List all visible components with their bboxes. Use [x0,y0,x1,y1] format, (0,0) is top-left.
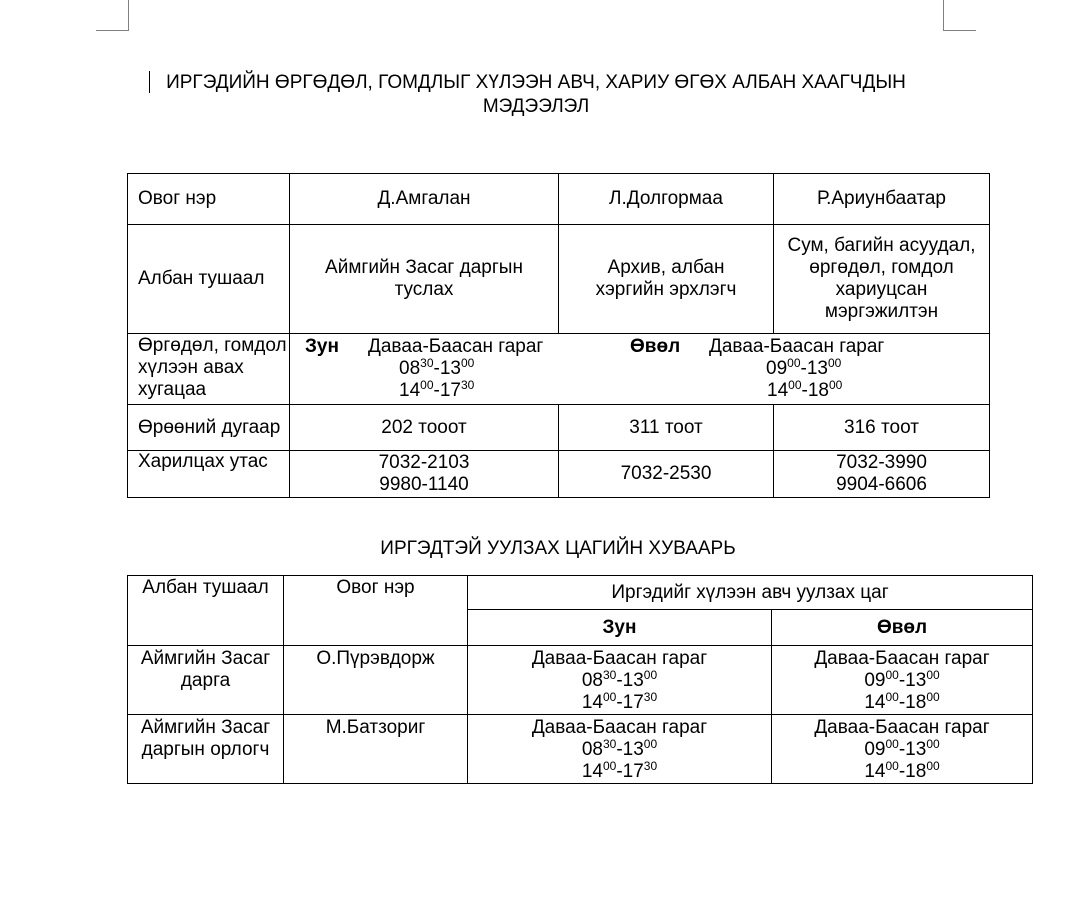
summer-afternoon-hours: $14^{00}-17^{30}$ [399,378,475,401]
officials-period-row [128,334,990,405]
official-room[interactable]: 316 тоот [774,405,990,451]
official-position[interactable]: Аймгийн Засаг даргын туслах [290,225,559,334]
official-name[interactable]: Р.Ариунбаатар [774,174,990,225]
winter-afternoon-hours: $14^{00}-18^{00}$ [767,378,843,401]
official-position[interactable]: Архив, албан хэргийн эрхлэгч [559,225,774,334]
officials-phone-row [128,451,990,498]
winter-label: Өвөл [630,336,681,357]
name-label: Овог нэр [128,174,290,225]
official-room[interactable]: 202 тооот [290,405,559,451]
schedule-title[interactable]: ИРГЭДТЭЙ УУЛЗАХ ЦАГИЙН ХУВААРЬ [380,538,736,559]
period-schedule [128,334,989,404]
period-cell[interactable] [290,334,990,405]
page-corner-mark-top-left [96,0,129,31]
schedule-name[interactable]: О.Пүрэвдорж [284,646,468,715]
schedule-header-row [128,576,1033,610]
official-name[interactable]: Л.Долгормаа [559,174,774,225]
official-room[interactable]: 311 тоот [559,405,774,451]
schedule-table [127,575,1033,784]
schedule-position[interactable]: Аймгийн Засаг даргын орлогч [128,715,284,784]
official-phones[interactable] [774,451,990,498]
phone-number: 7032-3990 [836,452,927,473]
official-position[interactable]: Сум, багийн асуудал, өргөдөл, гомдол хариуцсан мэргэжилтэн [774,225,990,334]
schedule-summer-hours[interactable]: Даваа-Баасан гараг $08^{30}-13^{00}$ $14^{00}-17^{30}$ [468,715,772,784]
phone-number: 9904-6606 [836,474,927,495]
schedule-row [128,646,1033,715]
period-label: Өргөдөл, гомдол хүлээн авах хугацаа [128,334,290,405]
official-phones[interactable] [290,451,559,498]
room-label: Өрөөний дугаар [128,405,290,451]
phone-label: Харилцах утас [128,451,290,498]
winter-morning-hours: $09^{00}-13^{00}$ [766,356,842,379]
summer-morning-hours: $08^{30}-13^{00}$ [399,356,475,379]
schedule-row [128,715,1033,784]
page-corner-mark-top-right [943,0,976,31]
phone-number: 9980-1140 [379,474,469,495]
schedule-summer-hours[interactable]: Даваа-Баасан гараг $08^{30}-13^{00}$ $14^{00}-17^{30}$ [468,646,772,715]
phone-number: 7032-2103 [378,452,470,473]
summer-label: Зун [305,336,339,357]
official-name[interactable]: Д.Амгалан [290,174,559,225]
schedule-position[interactable]: Аймгийн Засаг дарга [128,646,284,715]
schedule-name[interactable]: М.Батзориг [284,715,468,784]
officials-name-row [128,174,990,225]
phone-number: 7032-2530 [620,463,712,484]
officials-room-row [128,405,990,451]
schedule-winter-header: Өвөл [772,610,1033,646]
position-label: Албан тушаал [128,225,290,334]
official-phones[interactable] [559,451,774,498]
officials-position-row [128,225,990,334]
summer-days: Даваа-Баасан гараг [368,336,544,357]
schedule-time-header: Иргэдийг хүлээн авч уулзах цаг [468,576,1033,610]
schedule-name-header: Овог нэр [284,576,468,646]
schedule-winter-hours[interactable]: Даваа-Баасан гараг $09^{00}-13^{00}$ $14^{00}-18^{00}$ [772,646,1033,715]
schedule-position-header: Албан тушаал [128,576,284,646]
document-title[interactable]: ИРГЭДИЙН ӨРГӨДӨЛ, ГОМДЛЫГ ХҮЛЭЭН АВЧ, ХАРИУ ӨГӨХ АЛБАН ХААГЧДЫН МЭДЭЭЛЭЛ [166,72,906,117]
officials-table [127,173,990,498]
schedule-summer-header: Зун [468,610,772,646]
winter-days: Даваа-Баасан гараг [709,336,885,357]
schedule-winter-hours[interactable]: Даваа-Баасан гараг $09^{00}-13^{00}$ $14^{00}-18^{00}$ [772,715,1033,784]
